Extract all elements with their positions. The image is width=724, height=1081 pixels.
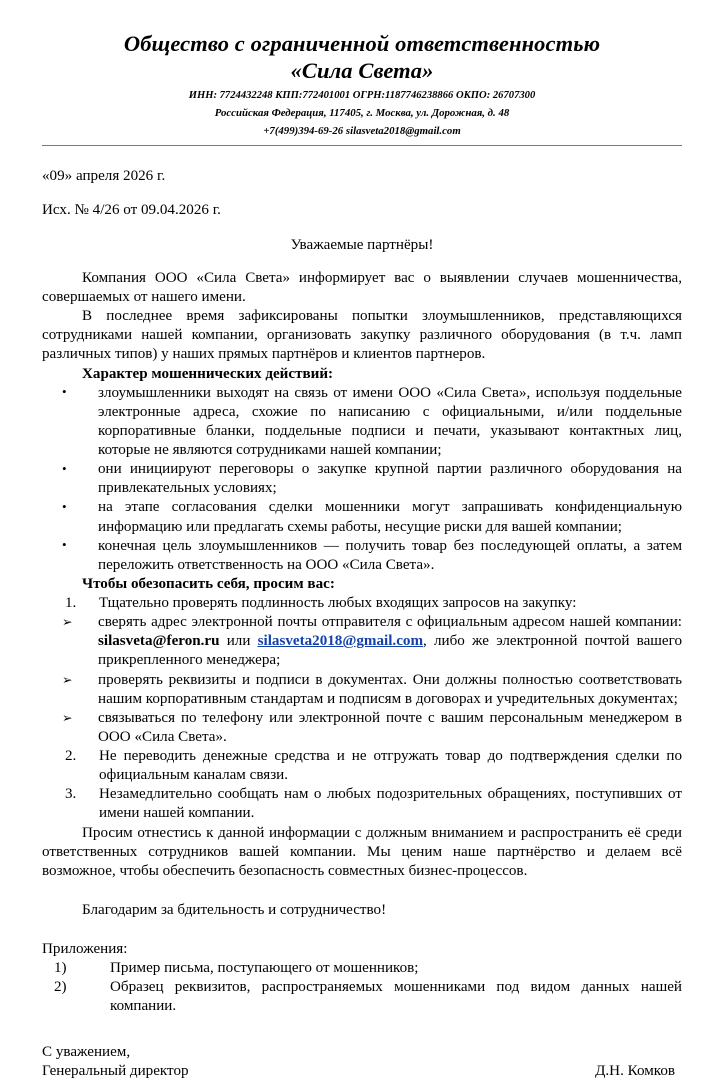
fraud-section-heading: Характер мошеннических действий: xyxy=(82,365,334,382)
organization-title-line2: «Сила Света» xyxy=(290,58,434,84)
fraud-bullet-item xyxy=(42,498,682,536)
protection-sub-item-3 xyxy=(42,709,682,747)
signature-row xyxy=(42,1062,682,1081)
spacer xyxy=(42,920,682,940)
list-number: 3. xyxy=(65,786,77,803)
signer-name: Д.Н. Комков xyxy=(595,1062,675,1079)
protection-numbered-item-1 xyxy=(42,594,682,613)
protection-sub-item-1 xyxy=(42,613,682,670)
attachment-text: Пример письма, поступающего от мошенников; xyxy=(110,960,419,977)
bullet-icon: • xyxy=(62,384,67,400)
letter-date: «09» апреля 2026 г. xyxy=(42,167,166,184)
letter-body xyxy=(0,167,724,1081)
attachment-number: 1) xyxy=(54,960,67,977)
spacer xyxy=(42,881,682,901)
thanks-line: Благодарим за бдительность и сотрудничество! xyxy=(82,901,387,918)
gmail-email-link[interactable]: silasveta2018@gmail.com xyxy=(257,633,424,650)
list-number: 2. xyxy=(65,748,77,765)
attachment-item xyxy=(42,959,682,978)
list-number: 1. xyxy=(65,595,77,612)
intro-paragraph-2: В последнее время зафиксированы попытки злоумышленников, представляющихся сотрудниками нашей компании, организовать закупку различного оборудования (в т.ч. ламп различных типов) у наших прямых партнёров и клиентов партнеров. xyxy=(42,308,682,363)
fraud-bullet-text: конечная цель злоумышленников — получить товар без последующей оплаты, а затем переложить ответственность на ООО «Сила Света». xyxy=(98,537,682,573)
protection-item-1-text: Тщательно проверять подлинность любых входящих запросов на закупку: xyxy=(99,595,577,612)
protection-numbered-item-3 xyxy=(42,785,682,823)
registration-details: ИНН: 7724432248 КПП:772401001 ОГРН:1187746238866 ОКПО: 26707300 xyxy=(188,89,536,101)
salutation: Уважаемые партнёры! xyxy=(290,236,434,253)
protection-sub-item-2-text: проверять реквизиты и подписи в документах. Они должны полностью соответствовать нашим корпоративным стандартам и подписям в договорах и учредительных документах; xyxy=(98,671,682,707)
closing-paragraph: Просим отнестись к данной информации с должным вниманием и распространить её среди ответственных сотрудников вашей компании. Мы ценим наше партнёрство и делаем всё возможное, чтобы обеспечить безопасность совместных бизнес-процессов. xyxy=(42,824,682,879)
fraud-bullet-item xyxy=(42,460,682,498)
letter-reference-number: Исх. № 4/26 от 09.04.2026 г. xyxy=(42,201,221,218)
official-email-text: silasveta@feron.ru xyxy=(98,633,220,650)
spacer xyxy=(42,1017,682,1043)
attachment-text: Образец реквизитов, распространяемых мошенниками под видом данных нашей компании. xyxy=(110,979,682,1015)
signature-block xyxy=(42,1043,682,1081)
fraud-bullet-item xyxy=(42,384,682,461)
protection-item-2-text: Не переводить денежные средства и не отгружать товар до подтверждения сделки по официальным каналам связи. xyxy=(99,748,682,784)
protection-sub-item-1-prefix: сверять адрес электронной почты отправителя с официальным адресом нашей компании: xyxy=(98,614,682,631)
email-conjunction: или xyxy=(226,633,251,650)
arrow-bullet-icon: ➢ xyxy=(62,709,73,725)
fraud-bullet-text: они инициируют переговоры о закупке крупной партии различного оборудования на привлекательных условиях; xyxy=(98,461,682,497)
signer-position: Генеральный директор xyxy=(42,1062,189,1079)
attachment-number: 2) xyxy=(54,979,67,996)
valediction: С уважением, xyxy=(42,1043,131,1060)
protection-section-heading: Чтобы обезопасить себя, просим вас: xyxy=(82,575,335,592)
bullet-icon: • xyxy=(62,460,67,476)
organization-title-line1: Общество с ограниченной ответственностью xyxy=(123,31,601,56)
organization-title xyxy=(42,30,682,85)
protection-numbered-item-2 xyxy=(42,747,682,785)
fraud-bullet-item xyxy=(42,537,682,575)
arrow-bullet-icon: ➢ xyxy=(62,671,73,687)
intro-paragraph-1: Компания ООО «Сила Света» информирует вас о выявлении случаев мошенничества, совершаемых от нашего имени. xyxy=(42,269,682,306)
arrow-bullet-icon: ➢ xyxy=(62,614,73,630)
company-address: Российская Федерация, 117405, г. Москва, ул. Дорожная, д. 48 xyxy=(214,106,510,119)
protection-sub-item-3-text: связываться по телефону или электронной почте с вашим персональным менеджером в ООО «Сила Света». xyxy=(98,709,682,745)
fraud-bullet-text: злоумышленники выходят на связь от имени ООО «Сила Света», используя поддельные электронные адреса, схожие по написанию с официальными, и/или поддельные корпоративные бланки, поддельные подписи и печати, указывают контактных лиц, которые не являются сотрудниками нашей компании; xyxy=(98,384,682,459)
protection-sub-item-1-suffix: , либо же электронной почтой вашего прикрепленного менеджера; xyxy=(98,633,682,669)
protection-item-3-text: Незамедлительно сообщать нам о любых подозрительных обращениях, поступивших от имени нашей компании. xyxy=(99,786,682,822)
letter-meta xyxy=(42,167,682,220)
attachment-item xyxy=(42,978,682,1016)
attachments-heading: Приложения: xyxy=(42,941,128,958)
letterhead xyxy=(0,0,724,140)
company-contacts: +7(499)394-69-26 silasveta2018@gmail.com xyxy=(263,125,461,138)
header-divider xyxy=(42,145,682,146)
bullet-icon: • xyxy=(62,498,67,514)
protection-sub-item-2 xyxy=(42,671,682,709)
fraud-bullet-text: на этапе согласования сделки мошенники могут запрашивать конфиденциальную информацию или предлагать схемы работы, несущие риски для вашей компании; xyxy=(98,499,682,535)
bullet-icon: • xyxy=(62,537,67,553)
